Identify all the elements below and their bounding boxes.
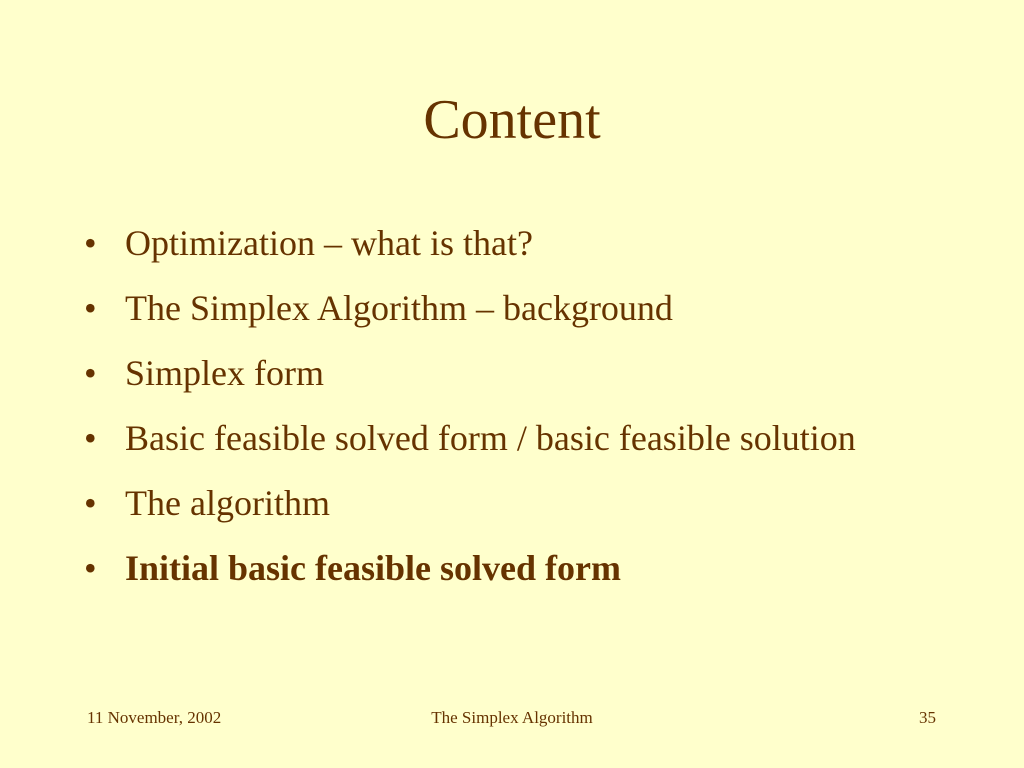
bullet-icon: • [84, 223, 97, 263]
bullet-text: Optimization – what is that? [125, 223, 533, 263]
list-item [84, 216, 944, 270]
bullet-icon: • [84, 353, 97, 393]
bullet-icon: • [84, 483, 97, 523]
footer-title: The Simplex Algorithm [431, 708, 593, 727]
list-item [84, 281, 944, 335]
bullet-text: The Simplex Algorithm – background [125, 288, 673, 328]
bullet-icon: • [84, 418, 97, 458]
bullet-text: Initial basic feasible solved form [125, 548, 621, 588]
bullet-icon: • [84, 548, 97, 588]
bullet-icon: • [84, 288, 97, 328]
list-item [84, 476, 944, 530]
bullet-text: Simplex form [125, 353, 324, 393]
bullet-text: Basic feasible solved form / basic feasible solution [125, 418, 856, 458]
footer-page-number: 35 [919, 708, 936, 727]
slide-title: Content [423, 89, 601, 151]
bullet-text: The algorithm [125, 483, 330, 523]
list-item-highlighted [84, 541, 944, 595]
list-item [84, 346, 944, 400]
bullet-list [84, 216, 944, 606]
footer-date: 11 November, 2002 [87, 708, 222, 727]
list-item [84, 411, 944, 465]
